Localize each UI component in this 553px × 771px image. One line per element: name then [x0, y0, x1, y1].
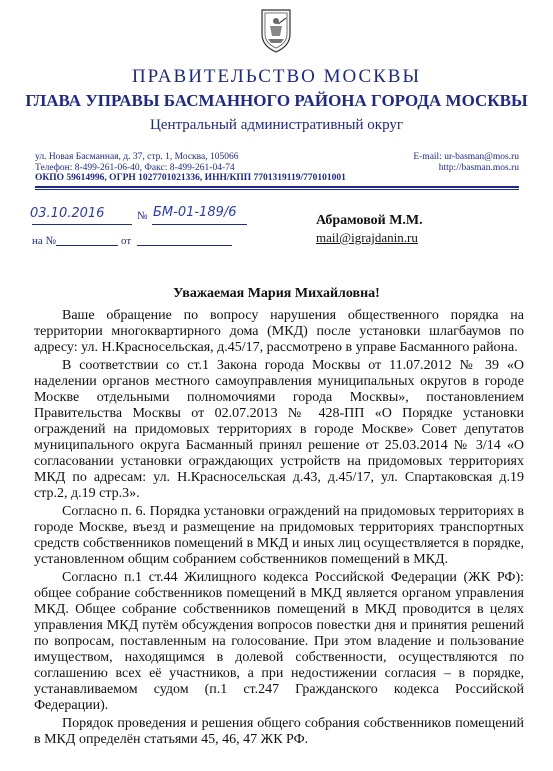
reference-number-line	[56, 245, 118, 246]
paragraph: В соответствии со ст.1 Закона города Москвы от 11.07.2012 № 39 «О наделении органов местного самоуправления муниципальных округов в городе Москве отдельными полномочиями города Москвы», постановлением Правительства Москвы от 02.07.2013 № 428-ПП «О Порядке установки ограждений на придомовых территориях в городе Москве» Совет депутатов муниципального округа Басманный принял решение от 25.03.2014 № 3/14 «О согласовании установки ограждающих устройств на придомовых территориях МКД по адресам: ул. Н.Красносельская д.43, д.45/17, ул. Спартаковская д.19 стр.2, д.19 стр.3».	[34, 358, 524, 501]
okpo-line: ОКПО 59614996, ОГРН 1027701021336, ИНН/КПП 7701319119/770101001	[35, 173, 346, 183]
reference-date-label: от	[121, 235, 132, 247]
date-underline	[32, 224, 132, 225]
number-underline	[152, 224, 247, 225]
reference-number-label: на №	[32, 235, 57, 247]
address-block	[35, 152, 346, 184]
header-divider-thin	[35, 189, 519, 190]
moscow-coat-of-arms-icon	[256, 6, 296, 54]
letter-body	[34, 308, 524, 750]
email-line: E-mail: ur-basman@mos.ru	[413, 152, 519, 162]
recipient-name: Абрамовой М.М.	[316, 213, 423, 228]
recipient-email: mail@igrajdanin.ru	[316, 230, 418, 245]
registration-number-label: №	[137, 210, 148, 222]
government-title: ПРАВИТЕЛЬСТВО МОСКВЫ	[131, 66, 422, 87]
website-line: http://basman.mos.ru	[438, 162, 519, 173]
contacts-block	[413, 152, 519, 173]
paragraph: Согласно п.1 ст.44 Жилищного кодекса Российской Федерации (ЖК РФ): общее собрание собственников помещений в МКД является органом управления МКД. Общее собрание собственников помещений в МКД проводится в целях управления МКД путём обсуждения вопросов повестки дня и принятия решений по вопросам, поставленным на голосование. При этом владение и пользование имуществом, находящимся в долевой собственности, осуществляются по соглашению всех её участников, а при недостижении согласия – в порядке, устанавливаемом судом (п.1 ст.247 Гражданского кодекса Российской Федерации).	[34, 570, 524, 713]
paragraph: Порядок проведения и решения общего собрания собственников помещений в МКД определён статьями 45, 46, 47 ЖК РФ.	[34, 716, 524, 747]
head-of-council-title: ГЛАВА УПРАВЫ БАСМАННОГО РАЙОНА ГОРОДА МОСКВЫ	[25, 91, 528, 110]
paragraph: Ваше обращение по вопросу нарушения общественного порядка на территории многоквартирного дома (МКД) после установки шлагбаумов по адресу: ул. Н.Красносельская, д.45/17, рассмотрено в управе Басманного района.	[34, 308, 524, 355]
header-divider	[35, 186, 519, 188]
salutation: Уважаемая Мария Михайловна!	[173, 286, 380, 301]
address-line: ул. Новая Басманная, д. 37, стр. 1, Москва, 105066	[35, 152, 239, 162]
registration-number: БМ-01-189/6	[153, 205, 237, 220]
paragraph: Согласно п. 6. Порядка установки ограждений на придомовых территориях в городе Москве, въезд и размещение на придомовых территориях транспортных средств собственников помещений в МКД и иных лиц осуществляется в порядке, установленном общим собранием собственников помещений в МКД.	[34, 504, 524, 567]
reference-date-line	[137, 245, 232, 246]
registration-date: 03.10.2016	[30, 206, 105, 221]
district-title: Центральный административный округ	[149, 117, 404, 133]
phone-fax-line: Телефон: 8-499-261-06-40, Факс: 8-499-261-04-74	[35, 162, 235, 173]
